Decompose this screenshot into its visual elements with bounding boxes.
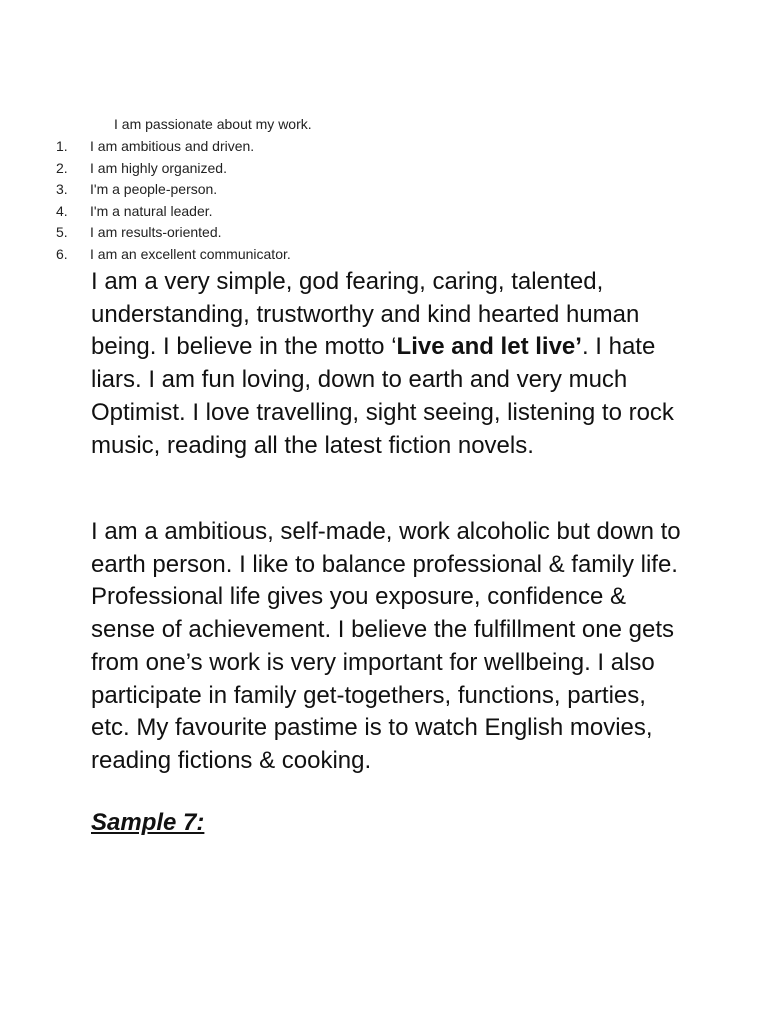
list-number: 6. xyxy=(56,245,68,262)
paragraph-one-start: I am a very simple, god fearing, caring, talented, understanding, trustworthy and kind hearted human being. I believe in the motto ‘ xyxy=(91,268,640,361)
list-number: 4. xyxy=(56,202,68,219)
intro-line: I am passionate about my work. xyxy=(114,116,312,132)
list-text: I'm a people-person. xyxy=(90,181,218,198)
list-number: 1. xyxy=(56,138,68,154)
list-item xyxy=(56,158,291,180)
traits-list xyxy=(56,136,291,266)
list-text: I'm a natural leader. xyxy=(90,202,213,219)
list-text: I am ambitious and driven. xyxy=(90,138,255,154)
sample-heading: Sample 7: xyxy=(91,809,205,836)
list-number: 5. xyxy=(56,224,68,241)
list-item xyxy=(56,179,291,201)
list-item xyxy=(56,244,291,266)
motto-text: Live and let live’ xyxy=(396,333,582,361)
list-text: I am highly organized. xyxy=(90,159,227,176)
list-item xyxy=(56,201,291,223)
list-number: 3. xyxy=(56,181,68,198)
list-text: I am an excellent communicator. xyxy=(90,245,291,262)
paragraph-two: I am a ambitious, self-made, work alcoholic but down to earth person. I like to balance professional & family life. Professional life gives you exposure, confidence & sense of achievement. I believe the fulfillment one gets from one’s work is very important for wellbeing. I also participate in family get-togethers, functions, parties, etc. My favourite pastime is to watch English movies, reading fictions & cooking. xyxy=(91,518,681,774)
paragraph-one-end: . I hate liars. I am fun loving, down to earth and very much Optimist. I love travelling, sight seeing, listening to rock music, reading all the latest fiction novels. xyxy=(91,333,674,459)
list-item xyxy=(56,222,291,244)
list-item xyxy=(56,136,291,158)
list-number: 2. xyxy=(56,159,68,176)
list-text: I am results-oriented. xyxy=(90,224,222,241)
paragraph-one xyxy=(91,266,691,462)
